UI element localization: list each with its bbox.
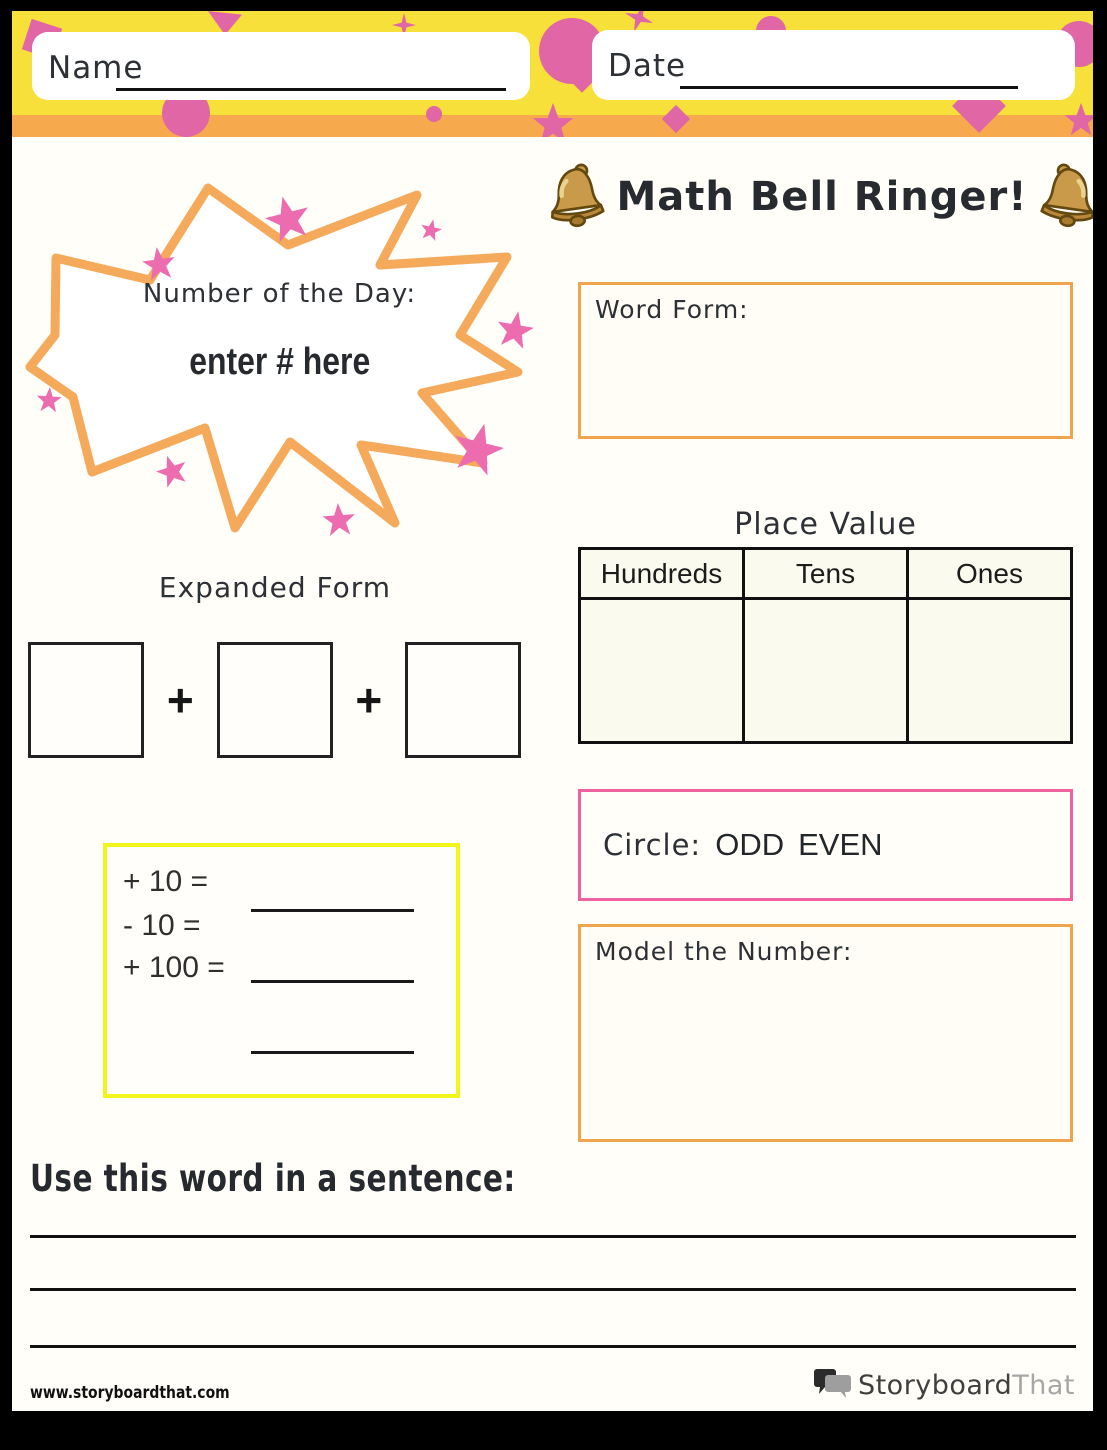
place-value-body-row (581, 600, 1070, 741)
number-of-day-label: Number of the Day: (142, 279, 417, 309)
expanded-form-box-3[interactable] (405, 642, 521, 758)
operations-box (103, 843, 460, 1098)
operation-plus100-label: + 100 = (123, 951, 225, 984)
speech-bubbles-icon (814, 1367, 852, 1403)
place-value-cell-hundreds[interactable] (581, 600, 745, 741)
operation-minus10-label: - 10 = (123, 909, 201, 942)
operation-plus10-label: + 10 = (123, 865, 209, 898)
place-value-header-tens: Tens (745, 550, 909, 597)
website-url: www.storyboardthat.com (30, 1383, 230, 1403)
date-label: Date (608, 48, 687, 84)
word-form-label: Word Form: (595, 295, 749, 324)
sentence-prompt-label: Use this word in a sentence: (30, 1157, 516, 1200)
page-body (12, 11, 1093, 1411)
date-field (592, 30, 1075, 100)
word-form-box[interactable] (578, 282, 1073, 439)
name-label: Name (48, 50, 144, 86)
model-number-label: Model the Number: (595, 937, 853, 966)
bell-icon (1034, 158, 1093, 236)
expanded-form-box-2[interactable] (217, 642, 333, 758)
model-number-box[interactable] (578, 924, 1073, 1142)
sentence-writing-line-2[interactable] (30, 1288, 1076, 1291)
place-value-title: Place Value (734, 507, 917, 542)
sentence-writing-line-3[interactable] (30, 1345, 1076, 1348)
plus-sign: + (166, 674, 194, 726)
bell-icon (541, 158, 610, 236)
logo-text (858, 1370, 1075, 1401)
option-even[interactable]: EVEN (798, 827, 883, 862)
logo-that-text: That (1012, 1369, 1075, 1401)
option-odd[interactable]: ODD (715, 827, 785, 862)
top-banner (12, 11, 1093, 137)
place-value-header-row (581, 550, 1070, 600)
name-field (32, 32, 530, 100)
page-title: Math Bell Ringer! (616, 174, 1028, 220)
title-row (557, 154, 1087, 240)
place-value-cell-ones[interactable] (909, 600, 1070, 741)
expanded-form-box-1[interactable] (28, 642, 144, 758)
number-of-day-burst (22, 181, 537, 553)
plus-sign: + (355, 674, 383, 726)
number-of-day-value[interactable]: enter # here (189, 341, 370, 383)
circle-odd-even-box (578, 789, 1073, 901)
expanded-form-title: Expanded Form (158, 571, 392, 604)
operation-answer-line-2[interactable] (251, 980, 414, 983)
operation-answer-line-1[interactable] (251, 909, 414, 912)
place-value-cell-tens[interactable] (745, 600, 909, 741)
circle-label: Circle: (603, 828, 702, 862)
place-value-header-ones: Ones (956, 557, 1023, 589)
storyboardthat-logo (814, 1367, 1075, 1403)
date-input-line[interactable] (680, 86, 1018, 89)
sentence-writing-line-1[interactable] (30, 1235, 1076, 1238)
place-value-table (578, 547, 1073, 744)
operation-answer-line-3[interactable] (251, 1051, 414, 1054)
logo-storyboard-text: Storyboard (857, 1369, 1013, 1401)
expanded-form-row (28, 642, 521, 758)
place-value-header-hundreds: Hundreds (581, 550, 745, 597)
name-input-line[interactable] (116, 88, 506, 91)
confetti-circle-icon (426, 106, 442, 122)
